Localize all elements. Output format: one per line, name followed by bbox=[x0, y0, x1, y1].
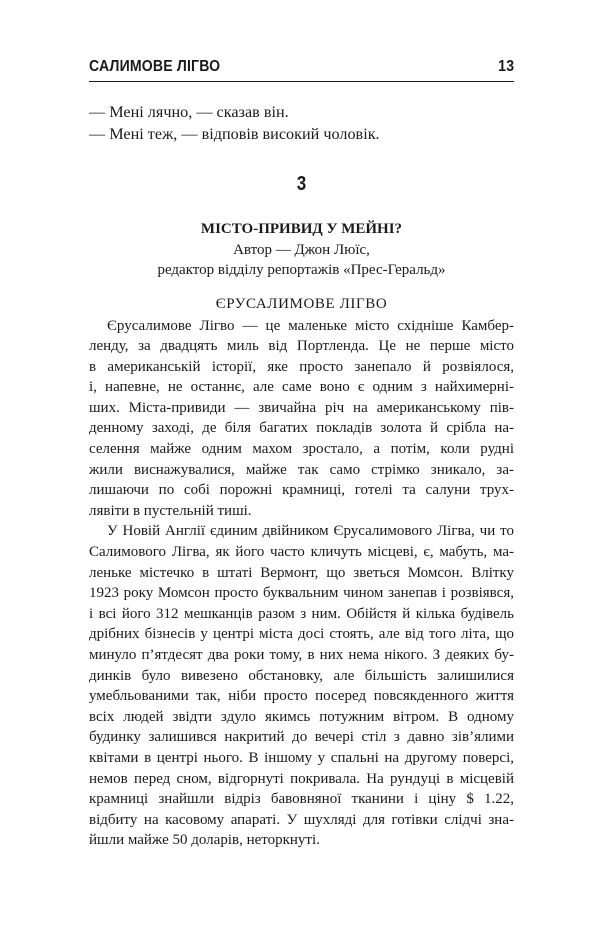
article-title: МІСТО-ПРИВИД У МЕЙНІ? bbox=[200, 221, 403, 237]
text-line: У Новій Англії єдиним двійником Єрусалимового Лігва, чи то bbox=[107, 523, 514, 540]
running-head-title: САЛИМОВЕ ЛІГВО bbox=[89, 58, 221, 75]
text-line: немов перед сном, відгорнуті покривала. На рундуці в місцевій bbox=[89, 770, 514, 787]
article-author: Автор — Джон Люїс, bbox=[233, 241, 370, 258]
text-line: Єрусалимове Лігво — це маленьке місто східніше Камбер- bbox=[107, 317, 514, 334]
dialogue-block bbox=[89, 101, 514, 145]
paragraph-1 bbox=[89, 316, 514, 522]
text-line: минуло п’ятдесят два роки тому, в них нема нікого. З деяких бу- bbox=[89, 647, 514, 663]
text-line: будинку залишився накритий до вечері стіл з давно зів’ялими bbox=[89, 729, 514, 746]
text-line: і, напевне, не останнє, але саме воно є одним з найхимерні- bbox=[89, 379, 514, 396]
text-line: квітами в центрі нього. В іншому у спальні на другому поверсі, bbox=[89, 749, 514, 766]
text-line: ших. Міста-привиди — звичайна річ на американському пів- bbox=[89, 399, 514, 416]
book-page bbox=[89, 58, 514, 851]
text-line: жили виснажувалися, майже так само стрімко зникало, за- bbox=[89, 461, 514, 478]
page-number: 13 bbox=[497, 58, 514, 75]
text-line: 1923 року Момсон просто буквальним чином занепав і розвіявся, bbox=[89, 585, 514, 602]
text-line: йшли майже 50 доларів, неторкнуті. bbox=[89, 832, 320, 849]
section-title: ЄРУСАЛИМОВЕ ЛІГВО bbox=[215, 295, 388, 312]
article-author-role: редактор відділу репортажів «Прес-Геральд» bbox=[157, 262, 446, 278]
text-line: в американській історії, яке просто занепало й розвіялося, bbox=[89, 358, 514, 375]
dialogue-line: — Мені теж, — відповів високий чоловік. bbox=[89, 125, 380, 143]
paragraph-2 bbox=[89, 521, 514, 851]
header-rule bbox=[89, 81, 514, 82]
text-line: динків було вивезено обстановку, але більшість залишилися bbox=[89, 667, 514, 684]
text-line: леньке містечко в штаті Вермонт, що зветься Момсон. Влітку bbox=[89, 564, 514, 581]
text-line: умебльованими так, ніби просто посеред повсякденного життя bbox=[89, 688, 514, 705]
chapter-number: 3 bbox=[296, 173, 307, 195]
article-header bbox=[89, 219, 514, 281]
running-head bbox=[89, 58, 514, 80]
text-line: ленду, за двадцять миль від Портленда. Це не перше місто bbox=[89, 338, 514, 355]
text-line: лявіти в пустельній тиші. bbox=[89, 502, 252, 519]
text-line: і всі його 312 мешканців разом з ним. Обійстя й кілька будівель bbox=[89, 605, 514, 622]
text-line: всіх людей звідти здуло якимсь потужним вітром. В одному bbox=[89, 708, 514, 725]
dialogue-line: — Мені лячно, — сказав він. bbox=[89, 103, 289, 121]
text-line: крамниці знайшли відріз бавовняної тканини і ціну $ 1.22, bbox=[89, 791, 514, 808]
text-line: відбиту на касовому апараті. У шухляді для готівки слідчі зна- bbox=[89, 811, 514, 828]
text-line: Салимового Лігва, як його часто кличуть місцеві, є, мабуть, ма- bbox=[89, 544, 514, 561]
text-line: селення майже одним махом зростало, а потім, коли рудні bbox=[89, 441, 514, 458]
article-body bbox=[89, 316, 514, 851]
text-line: дрібних бізнесів у центрі міста досі стоять, але від того літа, що bbox=[89, 626, 514, 643]
text-line: лишаючи по собі порожні крамниці, готелі та салуни трух- bbox=[89, 482, 514, 499]
text-line: денному заході, де біля багатих покладів золота й срібла на- bbox=[89, 420, 514, 437]
